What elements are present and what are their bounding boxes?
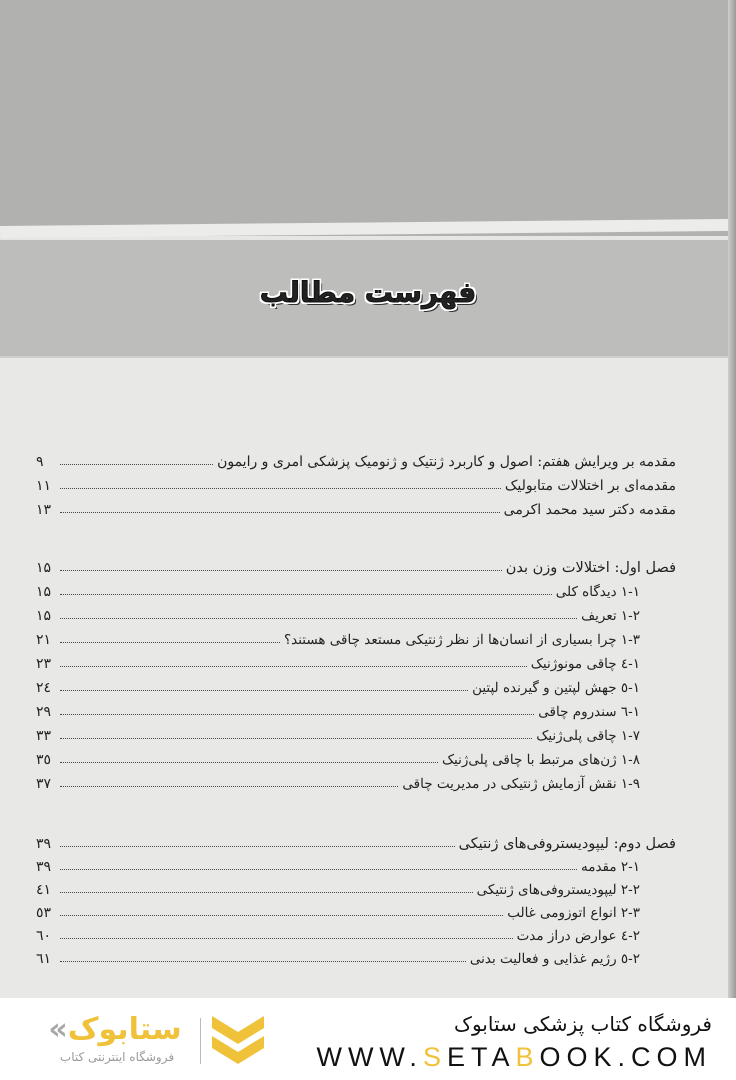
url-accent-letter: S: [422, 1042, 447, 1072]
toc-chapter-2: [36, 826, 676, 967]
url-part: ETA: [446, 1042, 516, 1072]
top-grey-band: [0, 0, 736, 236]
toc-section-page: ۲۱: [36, 632, 52, 648]
toc-section-page: ٤۱: [36, 882, 52, 898]
toc-chapter-page: ۳۹: [36, 836, 52, 852]
leader-dots: [60, 463, 213, 465]
toc-section-label: ۱-٥ جهش لپتین و گیرنده لپتین: [472, 680, 640, 696]
book-page-edge: [728, 0, 736, 998]
url-accent-letter: B: [515, 1042, 540, 1072]
toc-section[interactable]: [36, 944, 676, 967]
toc-section-page: ۳٥: [36, 752, 52, 768]
toc-entry-label: مقدمه بر ویرایش هفتم: اصول و کاربرد ژنتیک و ژنومیک پزشکی امری و رایمون: [217, 454, 676, 470]
toc-section-label: ۲-۱ مقدمه: [581, 859, 640, 875]
toc-section-page: ۳۹: [36, 859, 52, 875]
toc-page: [0, 358, 736, 998]
leader-dots: [60, 617, 577, 619]
toc-section[interactable]: [36, 768, 676, 792]
leader-dots: [60, 737, 532, 739]
toc-section-label: ۱-۲ تعریف: [581, 608, 640, 624]
toc-entry[interactable]: [36, 446, 676, 470]
toc-entry-page: ۹: [36, 454, 44, 470]
toc-section-page: ٥۳: [36, 905, 52, 921]
leader-dots: [60, 891, 473, 893]
toc-section-page: ۲٤: [36, 680, 52, 696]
toc-section[interactable]: [36, 624, 676, 648]
leader-dots: [60, 960, 466, 962]
toc-entry-page: ۱۳: [36, 502, 52, 518]
toc-section[interactable]: [36, 720, 676, 744]
toc-section[interactable]: [36, 852, 676, 875]
leader-dots: [60, 845, 455, 847]
toc-section-page: ۲۹: [36, 704, 52, 720]
toc-section-page: ۱۵: [36, 608, 52, 624]
url-part: WWW.: [316, 1042, 423, 1072]
toc-chapter-heading[interactable]: [36, 826, 676, 852]
toc-section-page: ٦۱: [36, 951, 52, 967]
toc-entry-page: ۱۱: [36, 478, 52, 494]
toc-section[interactable]: [36, 576, 676, 600]
toc-chapter-heading[interactable]: [36, 550, 676, 576]
toc-section[interactable]: [36, 600, 676, 624]
toc-section-label: ۲-٤ عوارض دراز مدت: [516, 928, 640, 944]
toc-entry-label: مقدمه دکتر سید محمد اکرمی: [503, 502, 676, 518]
leader-dots: [60, 665, 527, 667]
toc-section-label: ۱-۳ چرا بسیاری از انسان‌ها از نظر ژنتیکی مستعد چاقی هستند؟: [283, 632, 640, 648]
logo-wordmark: [40, 1012, 190, 1047]
toc-section-page: ۲۳: [36, 656, 52, 672]
toc-entry[interactable]: [36, 494, 676, 518]
toc-section-page: ۱۵: [36, 584, 52, 600]
logo-tagline: فروشگاه اینترنتی کتاب: [59, 1050, 175, 1064]
toc-section-label: ۲-۲ لیپودیستروفی‌های ژنتیکی: [476, 882, 640, 898]
leader-dots: [60, 593, 552, 595]
toc-chapter-page: ۱۵: [36, 560, 52, 576]
toc-chapter-label: فصل دوم: لیپودیستروفی‌های ژنتیکی: [458, 836, 676, 852]
store-name: فروشگاه کتاب پزشکی ستابوک: [454, 1012, 712, 1036]
toc-chapter-label: فصل اول: اختلالات وزن بدن: [505, 560, 676, 576]
toc-section[interactable]: [36, 875, 676, 898]
toc-entry-label: مقدمه‌ای بر اختلالات متابولیک: [504, 478, 676, 494]
leader-dots: [60, 937, 513, 939]
toc-section-page: ۳۷: [36, 776, 52, 792]
title-band: [0, 240, 736, 358]
toc-entry[interactable]: [36, 470, 676, 494]
toc-section-label: ۱-۹ نقش آزمایش ژنتیکی در مدیریت چاقی: [402, 776, 640, 792]
leader-dots: [60, 569, 502, 571]
toc-section[interactable]: [36, 744, 676, 768]
toc-front-matter: [36, 446, 676, 518]
toc-section-label: ۱-٤ چاقی مونوژنیک: [530, 656, 640, 672]
store-footer-banner: [0, 998, 736, 1080]
toc-section[interactable]: [36, 648, 676, 672]
toc-section-label: ۱-۱ دیدگاه کلی: [555, 584, 640, 600]
toc-section-page: ٦۰: [36, 928, 52, 944]
store-url-link[interactable]: [316, 1042, 712, 1073]
leader-dots: [60, 785, 398, 787]
double-chevron-left-icon: «: [48, 1012, 68, 1047]
leader-dots: [60, 689, 468, 691]
toc-chapter-1: [36, 550, 676, 792]
toc-section[interactable]: [36, 921, 676, 944]
toc-section-label: ۱-۸ ژن‌های مرتبط با چاقی پلی‌ژنیک: [441, 752, 640, 768]
url-part: OOK.COM: [539, 1042, 712, 1072]
logo-divider: [200, 1018, 201, 1064]
leader-dots: [60, 641, 280, 643]
leader-dots: [60, 914, 503, 916]
toc-section[interactable]: [36, 672, 676, 696]
leader-dots: [60, 713, 534, 715]
toc-section[interactable]: [36, 696, 676, 720]
toc-section[interactable]: [36, 898, 676, 921]
leader-dots: [60, 761, 438, 763]
logo-brand-text: ستابوک: [67, 1012, 182, 1047]
leader-dots: [60, 511, 500, 513]
toc-section-label: ۱-۷ چاقی پلی‌ژنیک: [536, 728, 640, 744]
leader-dots: [60, 868, 577, 870]
chevron-badge-icon: [208, 1014, 268, 1070]
toc-section-label: ۲-٥ رژیم غذایی و فعالیت بدنی: [469, 951, 640, 967]
page-title: فهرست مطالب: [259, 276, 477, 309]
toc-section-label: ۲-۳ انواع اتوزومی غالب: [507, 905, 640, 921]
toc-section-page: ۳۳: [36, 728, 52, 744]
store-logo[interactable]: [30, 1010, 290, 1070]
toc-section-label: ۱-٦ سندروم چاقی: [538, 704, 640, 720]
leader-dots: [60, 487, 501, 489]
